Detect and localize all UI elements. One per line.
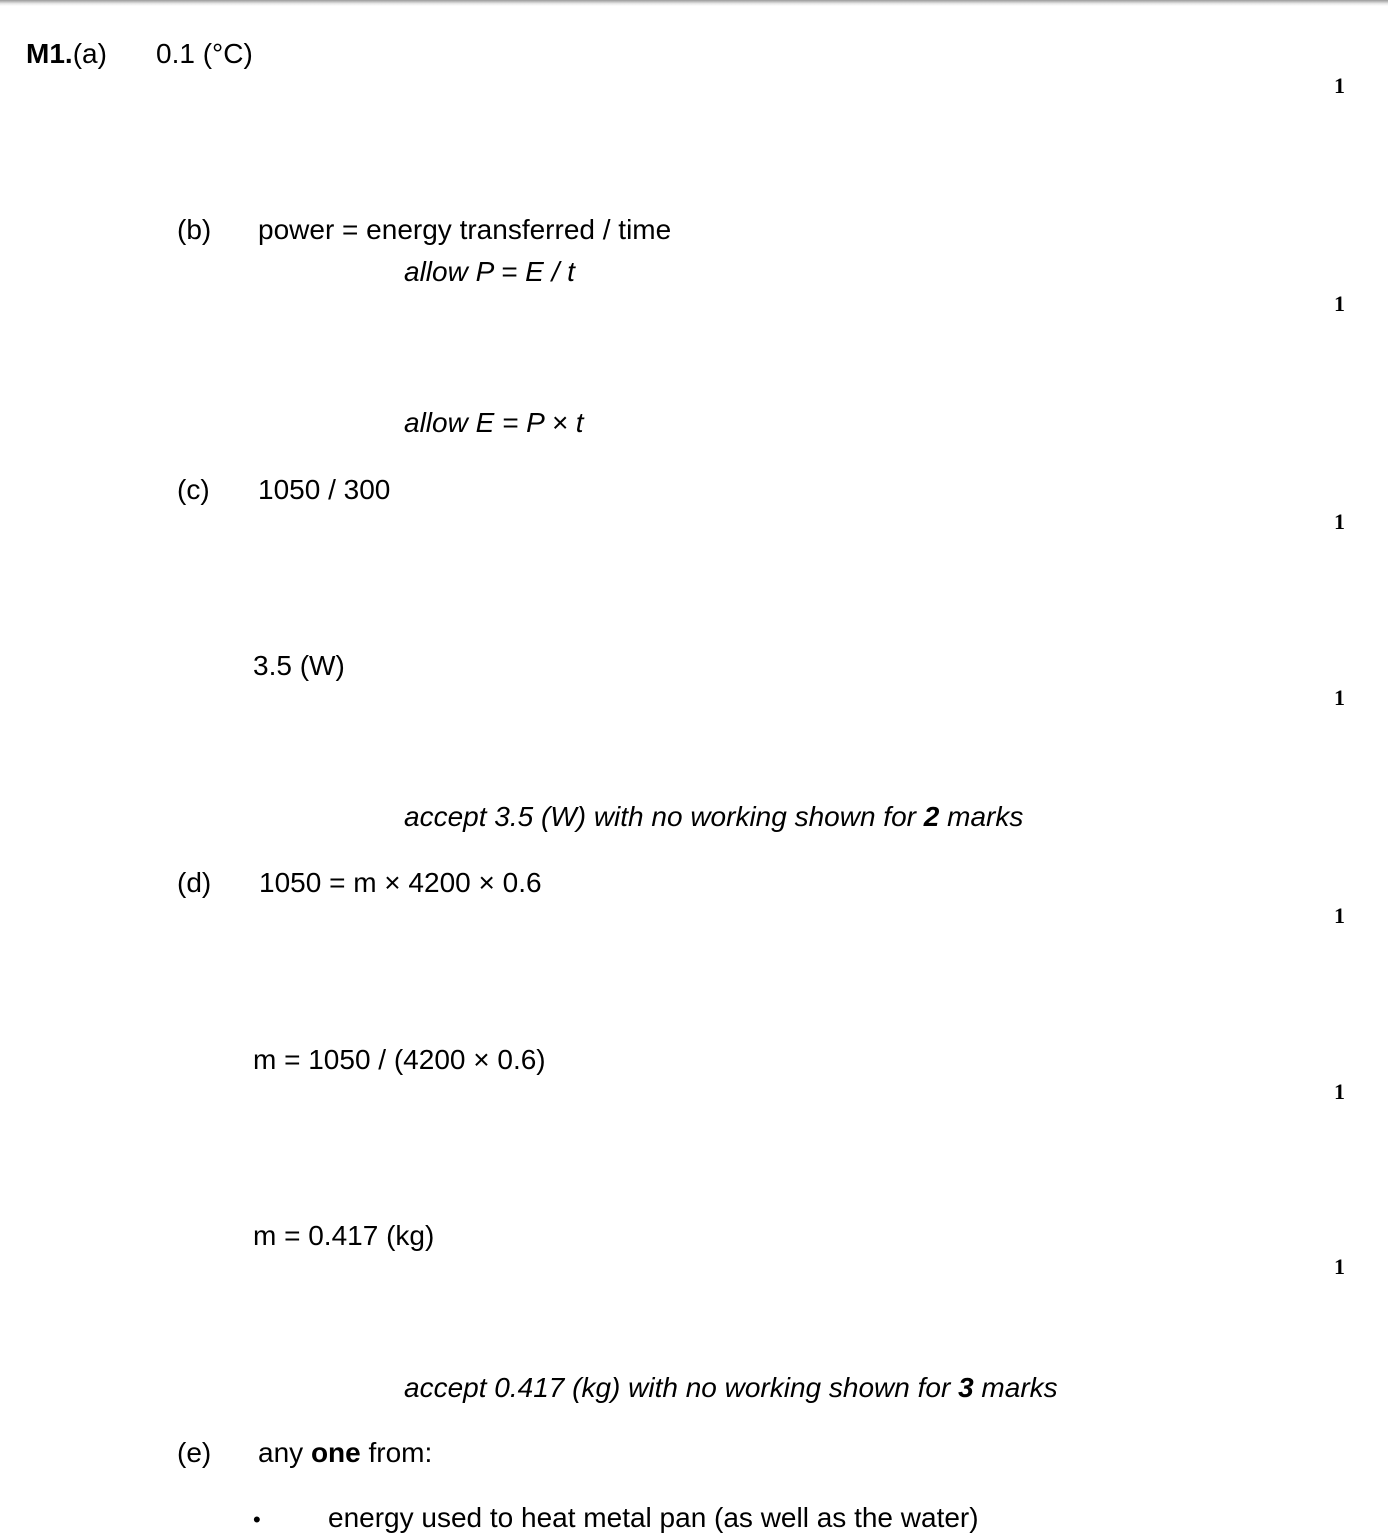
part-d-note-marks: 3: [958, 1372, 974, 1403]
part-e-intro-suffix: from:: [360, 1437, 433, 1468]
part-c-note-text: accept 3.5 (W) with no working shown for: [404, 801, 924, 832]
part-e-label: (e): [177, 1437, 212, 1468]
part-d-line-1: 1050 = m × 4200 × 0.6: [259, 867, 542, 898]
part-d-mark-1: 1: [1334, 903, 1345, 928]
question-label: [26, 37, 107, 71]
part-c-mark-2: 1: [1334, 685, 1345, 710]
part-c-note-suffix: marks: [939, 801, 1024, 832]
part-c-mark-1: 1: [1334, 509, 1345, 534]
part-a-label: (a): [72, 38, 107, 69]
part-e-intro-bold: one: [310, 1437, 361, 1468]
part-c-line-1: 1050 / 300: [258, 474, 391, 505]
part-e-intro-text: any: [258, 1437, 311, 1468]
page-top-shadow: [0, 0, 1388, 6]
part-e-intro: [258, 1436, 432, 1470]
part-b-mark: 1: [1334, 291, 1345, 316]
part-d-mark-2: 1: [1334, 1079, 1345, 1104]
bullet-icon: •: [253, 1507, 261, 1532]
part-b-label: (b): [177, 214, 212, 245]
question-number: M1.: [26, 38, 73, 69]
part-c-line-2: 3.5 (W): [253, 650, 345, 681]
part-c-note: [404, 800, 1023, 834]
part-b-answer: power = energy transferred / time: [258, 214, 672, 245]
part-d-mark-3: 1: [1334, 1254, 1345, 1279]
part-d-note-suffix: marks: [973, 1372, 1058, 1403]
part-d-note: [404, 1371, 1058, 1405]
part-b-note-2: allow E = P × t: [404, 407, 584, 438]
part-c-note-marks: 2: [923, 801, 940, 832]
part-b-note-1: allow P = E / t: [404, 256, 575, 287]
part-d-line-3: m = 0.417 (kg): [253, 1220, 435, 1251]
part-d-label: (d): [177, 867, 212, 898]
part-d-line-2: m = 1050 / (4200 × 0.6): [253, 1044, 546, 1075]
part-a-answer: 0.1 (°C): [156, 38, 253, 69]
part-a-mark: 1: [1334, 73, 1345, 98]
part-e-option-1: energy used to heat metal pan (as well as the water): [328, 1502, 979, 1533]
part-c-label: (c): [177, 474, 210, 505]
part-d-note-text: accept 0.417 (kg) with no working shown for: [404, 1372, 959, 1403]
